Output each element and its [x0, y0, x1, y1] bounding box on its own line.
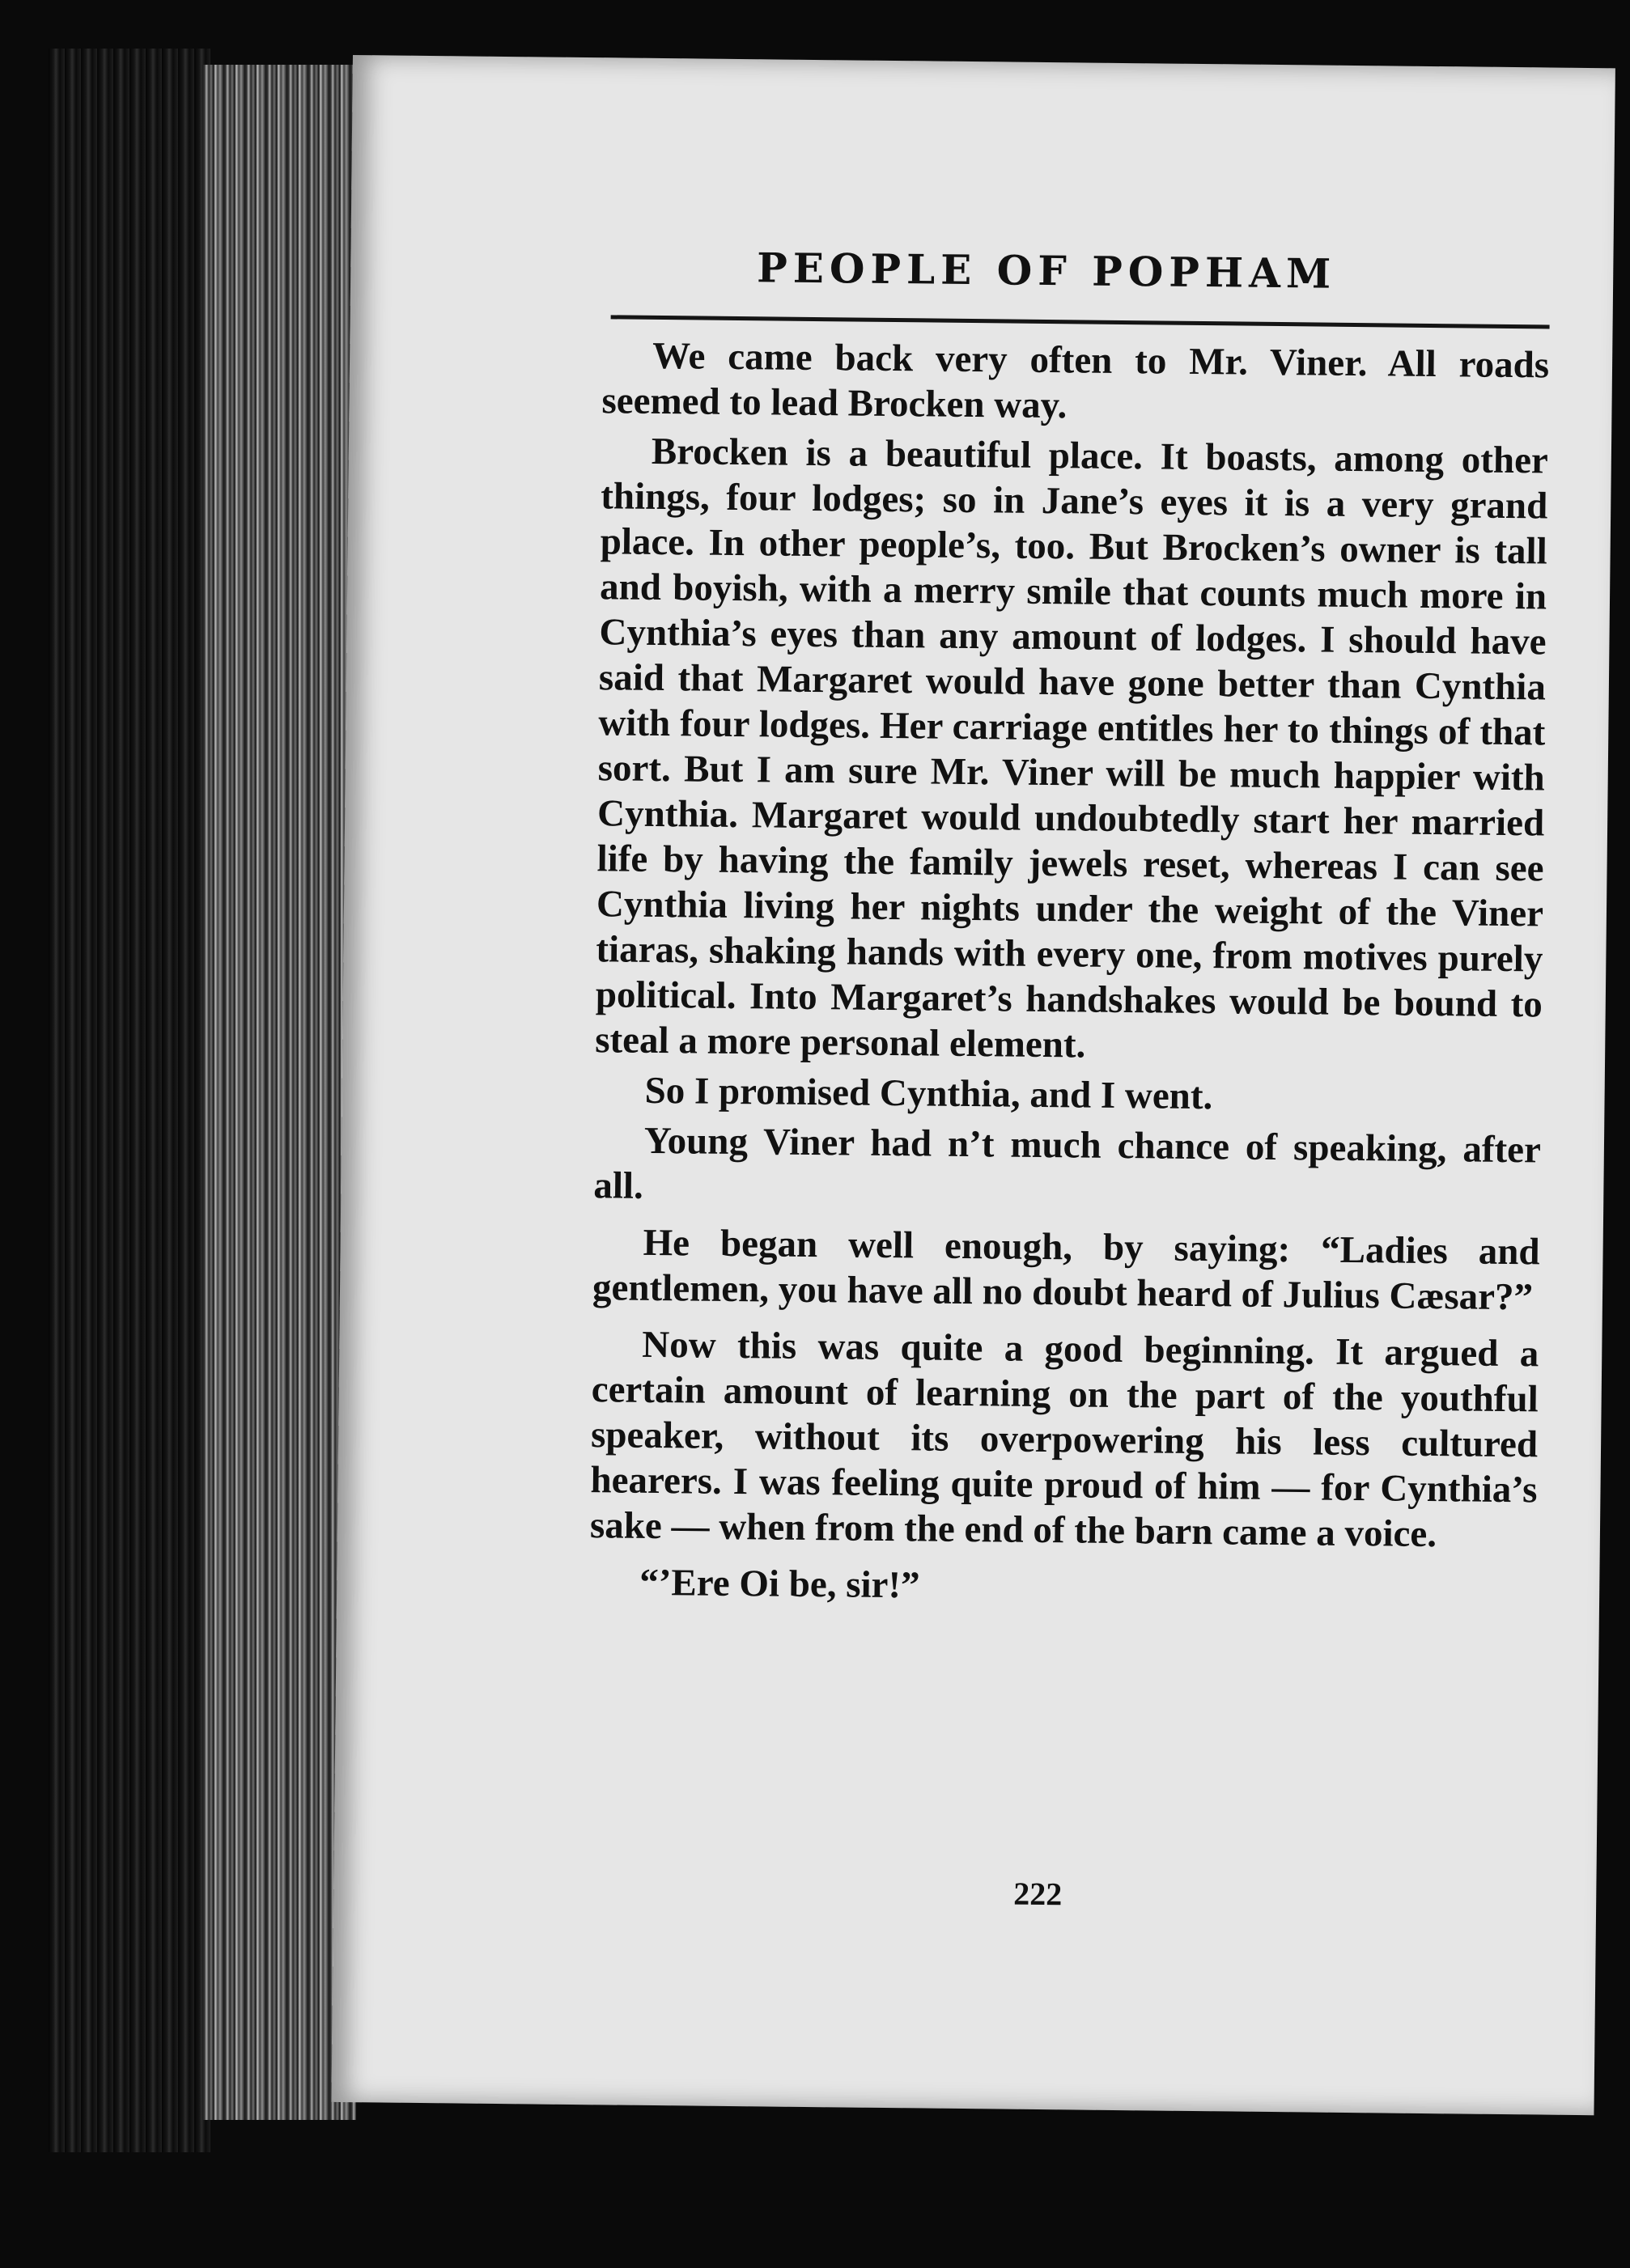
- paragraph: He began well enough, by saying: “Ladies and gentlemen, you have all no doubt heard of Julius Cæsar?”: [592, 1221, 1540, 1319]
- header-rule: [611, 315, 1550, 329]
- book-page: [332, 55, 1615, 2115]
- page-edges: [202, 65, 356, 2120]
- body-text: [589, 333, 1549, 1619]
- page-number: 222: [1013, 1875, 1063, 1913]
- book-spine-shadow: [49, 49, 210, 2152]
- paragraph: We came back very often to Mr. Viner. All roads seemed to lead Brocken way.: [601, 334, 1550, 427]
- running-head: PEOPLE OF POPHAM: [756, 244, 1337, 298]
- paragraph: Young Viner had n’t much chance of speaking, after all.: [593, 1119, 1542, 1207]
- paragraph: Now this was quite a good beginning. It argued a certain amount of learning on the part of the youthful speaker, without its overpowering his less cultured hearers. I was feeling quite proud of him — for Cynthia’s sake — when from the end of the barn came a voice.: [589, 1323, 1539, 1556]
- paragraph: “’Ere Oi be, sir!”: [639, 1561, 920, 1607]
- paragraph: Brocken is a beautiful place. It boasts, among other things, four lodges; so in Jane’s eyes it is a very grand place. In other people’s, too. But Brocken’s owner is tall and boyish, with a merry smile that counts much more in Cynthia’s eyes than any amount of lodges. I should have said that Margaret would have gone better than Cynthia with four lodges. Her carriage entitles her to things of that sort. But I am sure Mr. Viner will be much happier with Cynthia. Margaret would undoubtedly start her married life by having the family jewels reset, whereas I can see Cynthia living her nights under the weight of the Viner tiaras, shaking hands with every one, from motives purely political. Into Margaret’s handshakes would be bound to steal a more personal element.: [594, 430, 1549, 1066]
- paragraph: So I promised Cynthia, and I went.: [644, 1069, 1213, 1118]
